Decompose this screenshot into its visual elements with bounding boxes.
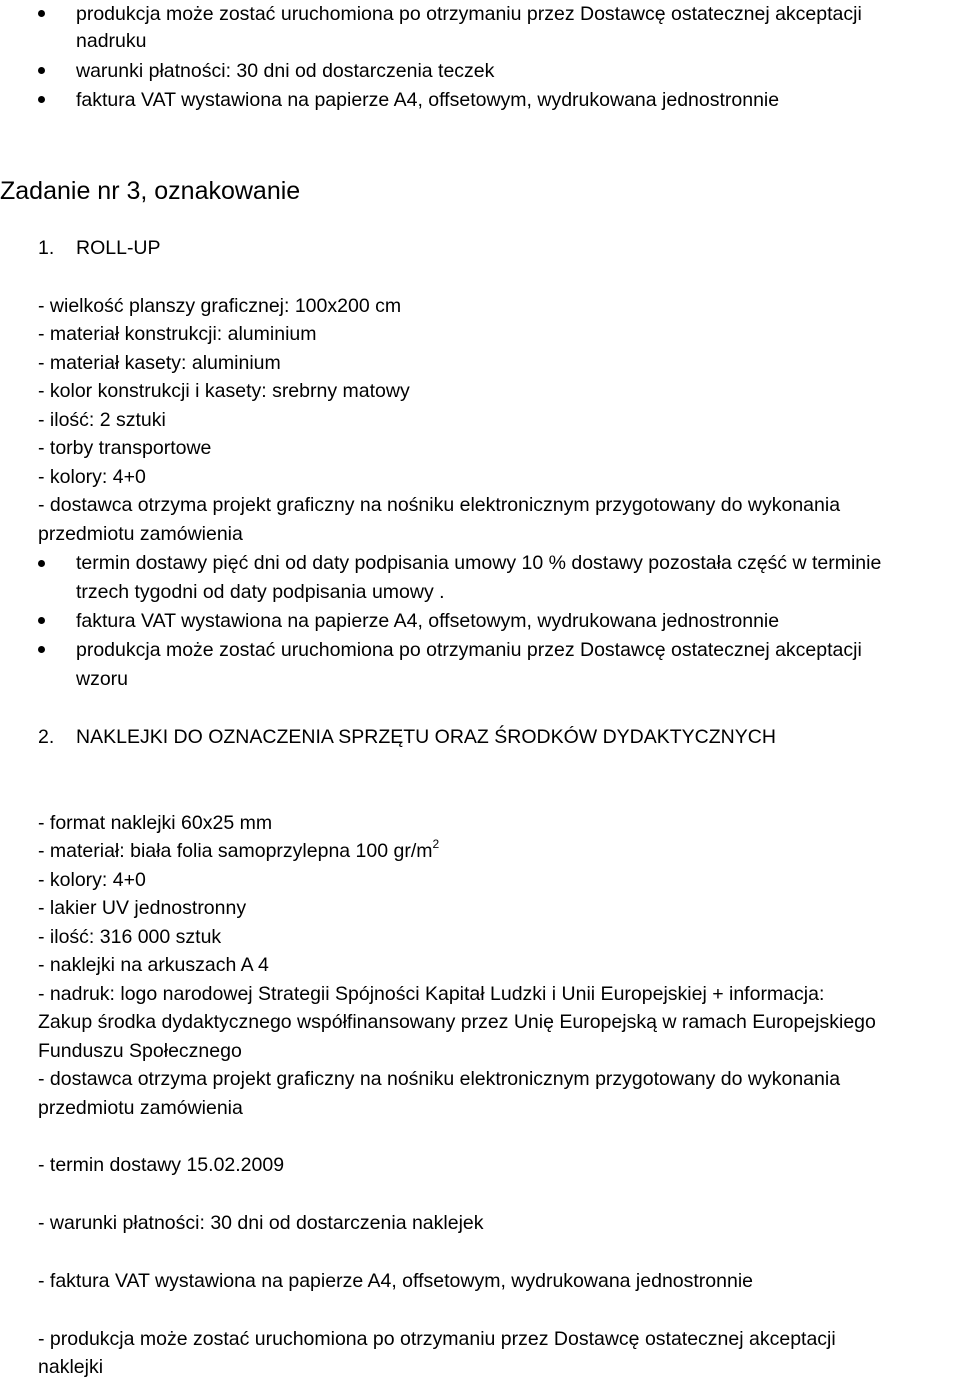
spec-line: - termin dostawy 15.02.2009 (38, 1154, 285, 1176)
spec-line: - materiał konstrukcji: aluminium (38, 323, 317, 345)
spec-line: - nadruk: logo narodowej Strategii Spójności Kapitał Ludzki i Unii Europejskiej + informacja: (38, 983, 825, 1005)
bullet-marker (38, 617, 45, 624)
bullet-marker (38, 67, 45, 74)
section2-title: NAKLEJKI DO OZNACZENIA SPRZĘTU ORAZ ŚRODKÓW DYDAKTYCZNYCH (76, 726, 776, 748)
bullet-text: warunki płatności: 30 dni od dostarczenia teczek (76, 60, 495, 82)
spec-line: - naklejki na arkuszach A 4 (38, 954, 269, 976)
bullet-text: produkcja może zostać uruchomiona po otrzymaniu przez Dostawcę ostatecznej akceptacji (76, 3, 862, 25)
spec-line: Zakup środka dydaktycznego współfinansowany przez Unię Europejską w ramach Europejskiego (38, 1011, 876, 1033)
spec-line: - ilość: 2 sztuki (38, 409, 166, 431)
bullet-text-cont: wzoru (76, 668, 129, 690)
spec-line: - warunki płatności: 30 dni od dostarczenia naklejek (38, 1212, 484, 1234)
material-text: - materiał: biała folia samoprzylepna 100 gr/m (38, 840, 433, 862)
spec-line: - kolory: 4+0 (38, 869, 146, 891)
spec-line: - ilość: 316 000 sztuk (38, 926, 222, 948)
bullet-text-cont: nadruku (76, 30, 147, 52)
bullet-text-cont: trzech tygodni od daty podpisania umowy . (76, 581, 445, 603)
spec-line: - kolory: 4+0 (38, 466, 146, 488)
material-superscript: 2 (432, 837, 440, 851)
spec-line: przedmiotu zamówienia (38, 523, 243, 545)
spec-line: - dostawca otrzyma projekt graficzny na nośniku elektronicznym przygotowany do wykonania (38, 1068, 841, 1090)
bullet-text: faktura VAT wystawiona na papierze A4, offsetowym, wydrukowana jednostronnie (76, 610, 780, 632)
spec-line: - materiał kasety: aluminium (38, 352, 281, 374)
section1-title: ROLL-UP (76, 237, 161, 259)
bullet-marker (38, 646, 45, 653)
spec-line: - produkcja może zostać uruchomiona po otrzymaniu przez Dostawcę ostatecznej akceptacji (38, 1328, 836, 1350)
spec-line: - torby transportowe (38, 437, 212, 459)
section2-number: 2. (38, 726, 55, 748)
spec-line: - faktura VAT wystawiona na papierze A4, offsetowym, wydrukowana jednostronnie (38, 1270, 754, 1292)
spec-line: - lakier UV jednostronny (38, 897, 247, 919)
spec-line-cont: naklejki (38, 1356, 104, 1378)
section-heading: Zadanie nr 3, oznakowanie (0, 177, 301, 205)
spec-line: przedmiotu zamówienia (38, 1097, 243, 1119)
bullet-text: termin dostawy pięć dni od daty podpisania umowy 10 % dostawy pozostała część w terminie (76, 552, 882, 574)
spec-line: Funduszu Społecznego (38, 1040, 242, 1062)
spec-line: - wielkość planszy graficznej: 100x200 cm (38, 295, 402, 317)
spec-line: - kolor konstrukcji i kasety: srebrny matowy (38, 380, 410, 402)
bullet-text: produkcja może zostać uruchomiona po otrzymaniu przez Dostawcę ostatecznej akceptacji (76, 639, 862, 661)
bullet-marker (38, 560, 45, 567)
section1-number: 1. (38, 237, 55, 259)
spec-line: - format naklejki 60x25 mm (38, 812, 273, 834)
bullet-marker (38, 10, 45, 17)
spec-line (38, 837, 439, 866)
spec-line: - dostawca otrzyma projekt graficzny na nośniku elektronicznym przygotowany do wykonania (38, 494, 841, 516)
bullet-text: faktura VAT wystawiona na papierze A4, offsetowym, wydrukowana jednostronnie (76, 89, 780, 111)
bullet-marker (38, 96, 45, 103)
